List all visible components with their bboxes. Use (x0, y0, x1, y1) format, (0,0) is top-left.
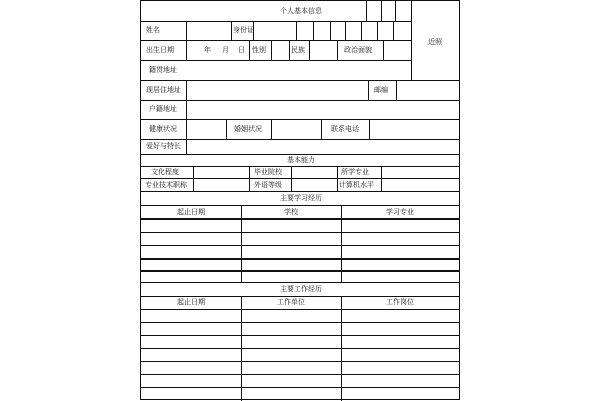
rule (186, 21, 187, 61)
gender-label: 性别 (252, 46, 266, 54)
graduate-school-label: 毕业院校 (254, 168, 282, 176)
rule (186, 80, 187, 100)
marital-label: 婚姻状况 (234, 125, 262, 133)
rule (381, 166, 382, 191)
rule (313, 21, 314, 40)
day-label: 日 (238, 46, 245, 54)
rule (377, 21, 378, 40)
rule (141, 374, 459, 375)
rule (226, 119, 227, 139)
rule (141, 387, 459, 388)
rule (241, 296, 242, 401)
rule (249, 40, 250, 60)
rule (411, 1, 412, 80)
month-label: 月 (222, 46, 229, 54)
rule (141, 245, 459, 246)
rule (141, 119, 459, 120)
rule (141, 296, 459, 297)
rule (141, 282, 459, 283)
rule (141, 322, 459, 323)
rule (345, 21, 346, 40)
rule (368, 80, 369, 100)
rule (141, 100, 459, 101)
rule (141, 166, 459, 167)
hobbies-label: 爱好与特长 (146, 142, 181, 150)
rule (186, 119, 187, 139)
rule (330, 21, 331, 40)
major-label: 所学专业 (341, 168, 369, 176)
study-history-header: 主要学习经历 (280, 194, 322, 202)
year-label: 年 (204, 46, 211, 54)
work-column-header: 起止日期 (177, 298, 205, 306)
rule (141, 40, 411, 41)
rule (341, 205, 342, 283)
rule (383, 40, 384, 60)
basic-ability-header: 基本能力 (287, 156, 315, 164)
rule (337, 40, 338, 60)
health-label: 健康状况 (149, 125, 177, 133)
rule (141, 80, 459, 81)
rule (141, 139, 459, 140)
rule (193, 166, 194, 191)
rule (141, 205, 459, 206)
rule (396, 80, 397, 100)
birth-date-label: 出生日期 (146, 46, 174, 54)
rule (309, 40, 310, 60)
political-status-label: 政治面貌 (344, 46, 372, 54)
rule (141, 309, 459, 310)
rule (249, 166, 250, 191)
rule (291, 166, 292, 191)
rule (141, 335, 459, 336)
name-label: 姓名 (146, 26, 160, 34)
rule (241, 205, 242, 283)
technical-title-label: 专业技术职称 (145, 181, 187, 189)
study-column-header: 学校 (284, 208, 298, 216)
work-column-header: 工作单位 (277, 298, 305, 306)
rule (141, 348, 459, 349)
ethnicity-label: 民族 (291, 46, 305, 54)
id-card-label: 身份证 (233, 26, 254, 34)
household-address-label: 户籍地址 (149, 105, 177, 113)
phone-label: 联系电话 (331, 125, 359, 133)
rule (361, 21, 362, 40)
rule (141, 270, 459, 272)
rule (141, 154, 459, 155)
rule (321, 119, 322, 139)
rule (141, 232, 459, 233)
postal-code-label: 邮编 (374, 86, 388, 94)
work-history-header: 主要工作经历 (280, 285, 322, 293)
rule (393, 21, 394, 40)
rule (337, 166, 338, 191)
rule (141, 218, 459, 220)
rule (141, 191, 459, 192)
rule (141, 60, 411, 61)
rule (141, 258, 459, 260)
rule (289, 40, 290, 60)
rule (141, 21, 411, 22)
personal-info-form (140, 0, 460, 400)
rule (381, 1, 382, 21)
rule (231, 21, 232, 40)
rule (186, 139, 187, 154)
rule (366, 1, 367, 21)
rule (141, 361, 459, 362)
rule (341, 296, 342, 401)
rule (186, 100, 187, 119)
rule (296, 21, 297, 40)
study-column-header: 起止日期 (177, 208, 205, 216)
current-address-label: 现居住地址 (146, 86, 181, 94)
education-label: 文化程度 (151, 168, 179, 176)
foreign-language-label: 外语等级 (254, 181, 282, 189)
rule (369, 119, 370, 139)
computer-level-label: 计算机水平 (339, 181, 374, 189)
rule (395, 1, 396, 21)
work-column-header: 工作岗位 (386, 298, 414, 306)
study-column-header: 学习专业 (386, 208, 414, 216)
rule (271, 40, 272, 60)
form-title: 个人基本信息 (280, 7, 322, 15)
native-place-label: 籍贯地址 (149, 66, 177, 74)
rule (141, 178, 459, 179)
rule (271, 119, 272, 139)
photo-label: 近照 (428, 38, 442, 46)
